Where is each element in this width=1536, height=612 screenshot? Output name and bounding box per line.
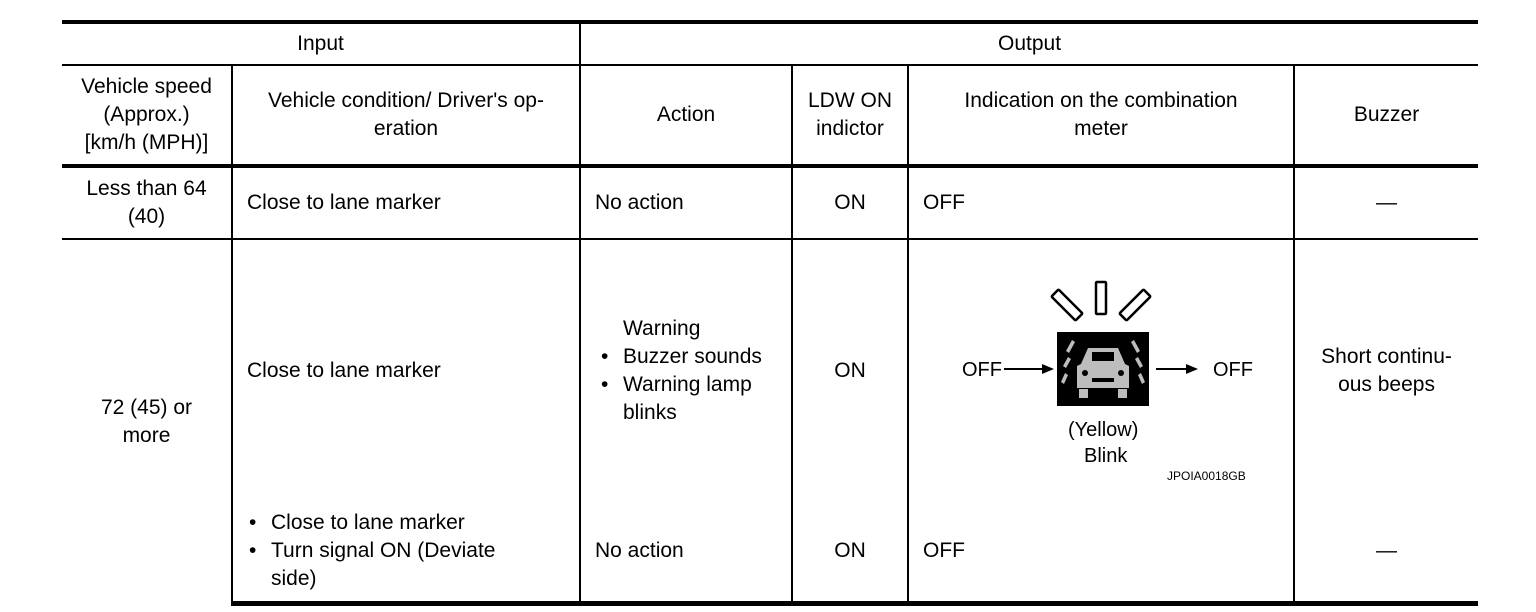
condition-column-header: Vehicle condition/ Driver's op- eration [232, 65, 580, 166]
lane-departure-figure [916, 256, 1286, 486]
arrow-right-icon [1156, 364, 1198, 374]
condition-list [247, 509, 565, 593]
buzzer-column-header: Buzzer [1294, 65, 1478, 166]
off-label-right: OFF [1213, 358, 1253, 381]
action-head: Warning [623, 316, 701, 340]
condition-cell: Close to lane marker [232, 239, 580, 501]
table-row [62, 239, 1478, 501]
speed-column-header: Vehicle speed (Approx.) [km/h (MPH)] [62, 65, 232, 166]
warning-action-block [599, 315, 773, 427]
lane-departure-warning-lamp-icon [1057, 332, 1149, 406]
buzzer-cell: Short continu- ous beeps [1294, 239, 1478, 501]
buzzer-cell: — [1294, 166, 1478, 239]
action-column-header: Action [580, 65, 792, 166]
indication-column-header: Indication on the combination meter [908, 65, 1294, 166]
buzzer-cell: — [1294, 501, 1478, 603]
group-header-row [62, 22, 1478, 65]
ldw-operation-table [62, 20, 1478, 606]
speed-cell: 72 (45) or more [62, 239, 232, 603]
indication-figure-cell [908, 239, 1294, 501]
indication-cell: OFF [908, 501, 1294, 603]
input-group-header: Input [62, 22, 580, 65]
condition-cell [232, 501, 580, 603]
action-cell [580, 239, 792, 501]
list-item: • Close to lane marker [247, 509, 565, 537]
action-cell: No action [580, 166, 792, 239]
off-label-left: OFF [962, 358, 1002, 381]
ldw-column-header: LDW ON indictor [792, 65, 908, 166]
operation-table [62, 20, 1478, 606]
list-item: • Turn signal ON (Deviate side) [247, 537, 536, 593]
indication-cell: OFF [908, 166, 1294, 239]
ldw-cell: ON [792, 166, 908, 239]
column-header-row [62, 65, 1478, 166]
arrow-right-icon [1004, 364, 1054, 374]
list-item: • Buzzer sounds [599, 343, 773, 371]
ldw-cell: ON [792, 501, 908, 603]
blink-rays-icon [1051, 282, 1150, 321]
action-list [599, 343, 773, 427]
output-group-header: Output [580, 22, 1478, 65]
list-item: • Warning lamp blinks [599, 371, 773, 427]
figure-id: JPOIA0018GB [1167, 468, 1246, 483]
lamp-color-caption: (Yellow) [1068, 418, 1139, 441]
table-row [62, 166, 1478, 239]
ldw-cell: ON [792, 239, 908, 501]
speed-cell: Less than 64 (40) [62, 166, 232, 239]
lamp-state-caption: Blink [1084, 444, 1128, 467]
table-row [62, 501, 1478, 603]
condition-cell: Close to lane marker [232, 166, 580, 239]
action-cell: No action [580, 501, 792, 603]
